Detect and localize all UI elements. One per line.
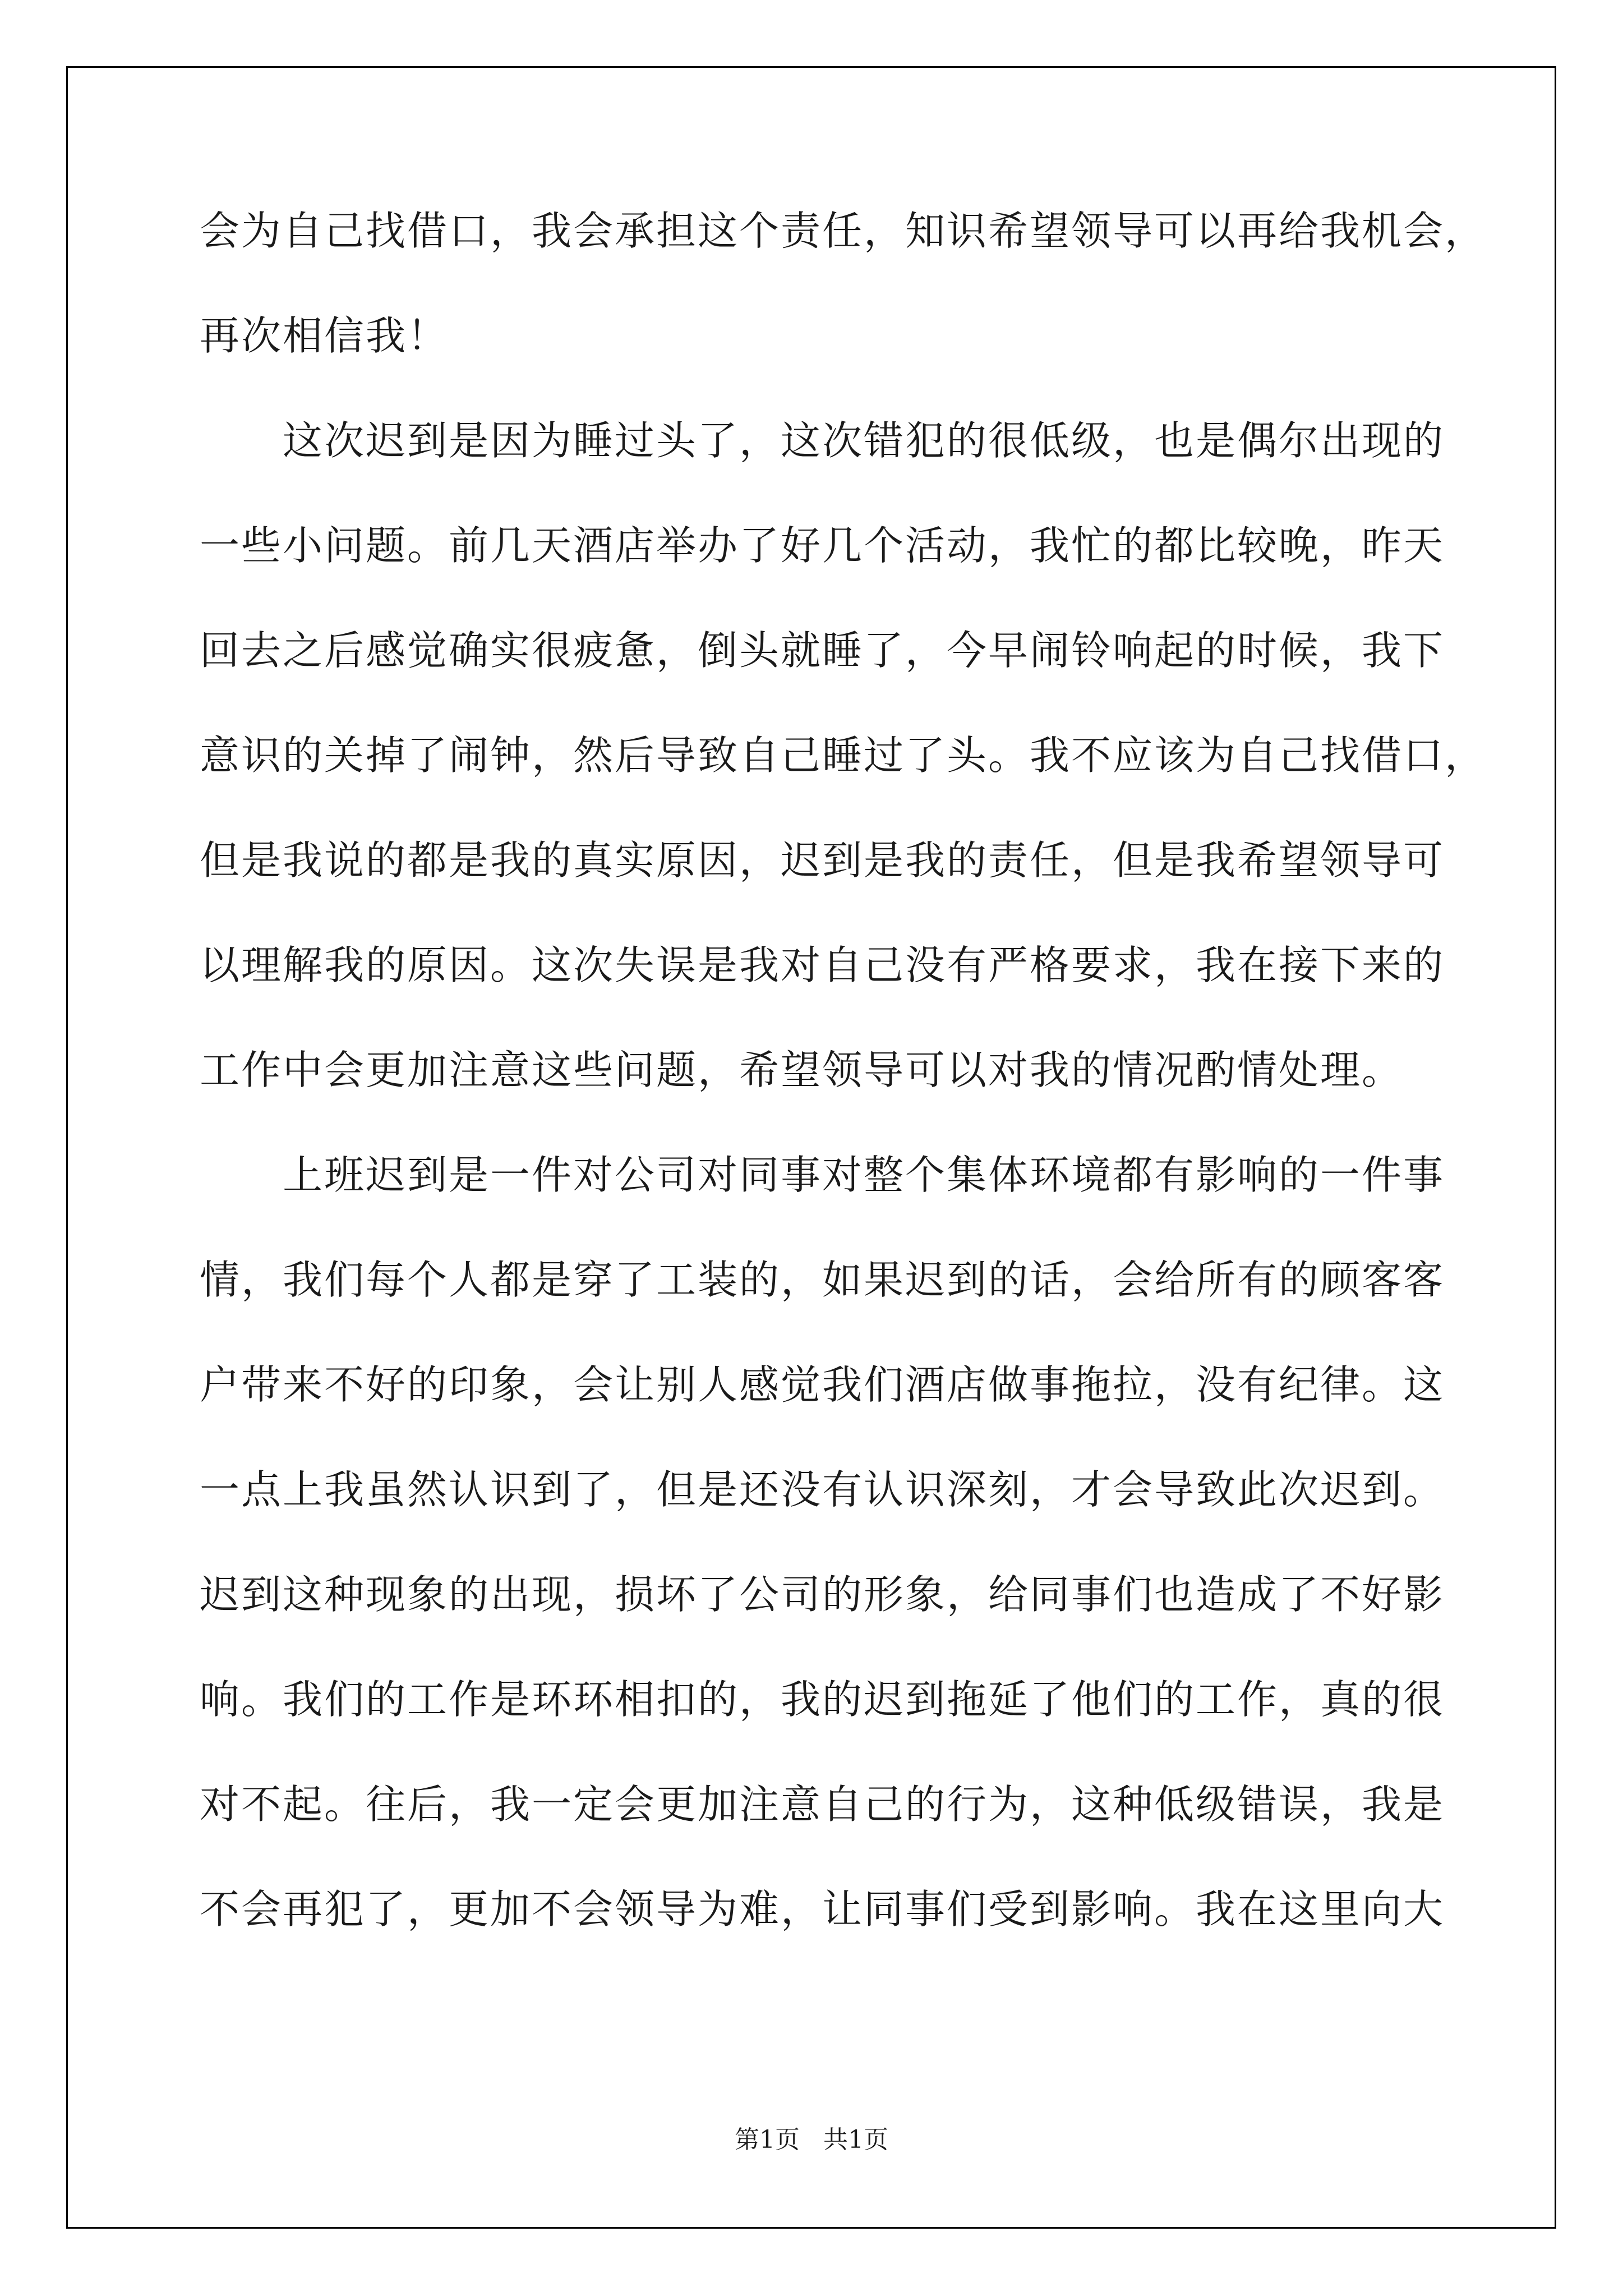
text-line: 意识的关掉了闹钟，然后导致自己睡过了头。我不应该为自己找借口，: [200, 732, 1487, 779]
text-line: 上班迟到是一件对公司对同事对整个集体环境都有影响的一件事: [200, 1152, 1445, 1198]
text-line: 工作中会更加注意这些问题，希望领导可以对我的情况酌情处理。: [200, 1047, 1404, 1093]
text-line: 一点上我虽然认识到了，但是还没有认识深刻，才会导致此次迟到。: [200, 1466, 1445, 1513]
text-line: 迟到这种现象的出现，损坏了公司的形象，给同事们也造成了不好影: [200, 1571, 1445, 1618]
text-line: 这次迟到是因为睡过头了，这次错犯的很低级，也是偶尔出现的: [200, 417, 1445, 464]
page-number-current: 第1页: [735, 2125, 800, 2154]
text-line: 响。我们的工作是环环相扣的，我的迟到拖延了他们的工作，真的很: [200, 1676, 1445, 1723]
text-line: 回去之后感觉确实很疲惫，倒头就睡了，今早闹铃响起的时候，我下: [200, 627, 1445, 674]
page-footer: [0, 2119, 1623, 2155]
text-line: 但是我说的都是我的真实原因，迟到是我的责任，但是我希望领导可: [200, 837, 1445, 884]
page-number-total: 共1页: [823, 2125, 888, 2154]
text-line: 对不起。往后，我一定会更加注意自己的行为，这种低级错误，我是: [200, 1781, 1445, 1828]
text-line: 会为自己找借口，我会承担这个责任，知识希望领导可以再给我机会，: [200, 208, 1487, 254]
text-line: 不会再犯了，更加不会领导为难，让同事们受到影响。我在这里向大: [200, 1886, 1445, 1932]
text-line: 户带来不好的印象，会让别人感觉我们酒店做事拖拉，没有纪律。这: [200, 1361, 1445, 1408]
text-line: 以理解我的原因。这次失误是我对自己没有严格要求，我在接下来的: [200, 942, 1445, 988]
text-line: 情，我们每个人都是穿了工装的，如果迟到的话，会给所有的顾客客: [200, 1257, 1445, 1303]
text-line: 再次相信我！: [200, 312, 449, 359]
text-line: 一些小问题。前几天酒店举办了好几个活动，我忙的都比较晚，昨天: [200, 522, 1445, 569]
